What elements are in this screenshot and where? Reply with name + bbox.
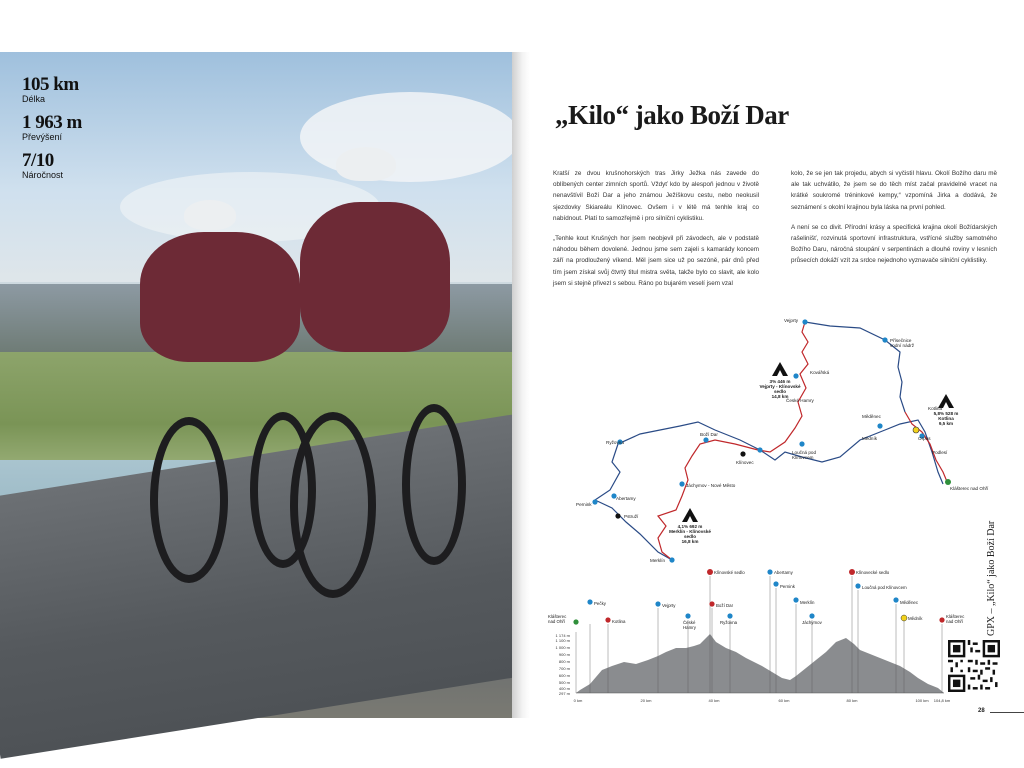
profile-place: nad Ohří xyxy=(548,619,566,624)
y-tick: 900 m xyxy=(558,652,570,657)
place-dot xyxy=(877,423,882,428)
profile-place: Boží Dar xyxy=(716,603,734,608)
place-marker xyxy=(727,613,732,618)
article-title: „Kilo“ jako Boží Dar xyxy=(555,100,789,130)
climb-marker xyxy=(709,601,714,606)
place-label: Klínovec xyxy=(736,460,754,465)
place-label: Merklín xyxy=(650,558,666,563)
climb-label: sedlo xyxy=(774,389,786,394)
climb-label: Kotlina xyxy=(938,416,954,421)
climb-label: 3% 446 m xyxy=(769,379,791,384)
place-label: Loučná pod xyxy=(792,450,817,455)
profile-place: Merklín xyxy=(800,600,815,605)
place-label: Pernink xyxy=(576,502,592,507)
route-map xyxy=(540,312,989,574)
place-label: Mědník xyxy=(862,436,878,441)
place-label: vodní nádrž xyxy=(890,343,915,348)
profile-place: Pečky xyxy=(594,601,606,606)
cloud xyxy=(300,92,520,182)
place-label: Měděnec xyxy=(862,414,881,419)
stat-difficulty: 7/10 Náročnost xyxy=(22,150,64,180)
place-label: Vejprty xyxy=(784,318,799,323)
place-label: Podlesí xyxy=(932,450,948,455)
place-marker xyxy=(587,599,592,604)
profile-place: Klínovecké sedlo xyxy=(856,570,890,575)
place-marker xyxy=(655,601,660,606)
x-tick: 100 km xyxy=(915,698,929,703)
place-marker xyxy=(893,597,898,602)
place-label: Klášterec nad Ohří xyxy=(950,486,989,491)
profile-place: Ryžovna xyxy=(720,620,738,625)
viewpoint-dot xyxy=(913,427,919,433)
place-marker xyxy=(855,583,860,588)
profile-place: Klínovské sedlo xyxy=(714,570,745,575)
x-tick: 104,8 km xyxy=(933,698,951,703)
bike-wheel xyxy=(402,404,466,565)
climb-label: Merklín - Klínovské xyxy=(669,529,711,534)
place-dot xyxy=(882,337,887,342)
article-column-1 xyxy=(553,168,759,298)
place-marker xyxy=(767,569,772,574)
profile-place: Loučná pod Klínovcem xyxy=(862,585,907,590)
place-label: Ryžovna xyxy=(606,440,624,445)
bike-wheel xyxy=(150,417,228,583)
paragraph: A není se co divit. Přírodní krásy a specifická krajina okolí Božídarských rašelinišť, rozvinutá sportovní infrastruktura, vstřícné služby samotného Božího Daru, náročná stoupání v serpentinách a dlouhé roviny v lesních průsecích dokáží vzít za srdce nejednoho vyznavače silniční cyklistiky. xyxy=(791,223,997,265)
cyclist-man xyxy=(300,202,450,352)
climb-label: sedlo xyxy=(684,534,696,539)
y-tick: 1 174 m xyxy=(555,633,570,638)
profile-place: Klášterec xyxy=(548,614,567,619)
x-tick: 80 km xyxy=(846,698,858,703)
profile-place: Jáchymov xyxy=(802,620,822,625)
profile-place: Vejprty xyxy=(662,603,676,608)
profile-place: Abertamy xyxy=(774,570,793,575)
route-line-blue xyxy=(805,322,905,412)
place-label: České Hamry xyxy=(786,398,814,403)
climb-label: 14,8 km xyxy=(771,394,789,399)
y-tick: 500 m xyxy=(558,680,570,685)
x-tick: 0 km xyxy=(573,698,583,703)
page-number: 28 xyxy=(978,708,985,714)
stat-distance: 105 km Délka xyxy=(22,74,79,104)
article-column-2 xyxy=(791,168,997,276)
profile-place: nad Ohří xyxy=(946,619,964,624)
place-marker xyxy=(793,597,798,602)
elevation-profile xyxy=(540,562,980,712)
place-label: Boží Dar xyxy=(700,432,718,437)
place-dot xyxy=(799,441,804,446)
climb-marker xyxy=(849,569,855,575)
profile-place: Klášterec xyxy=(946,614,965,619)
place-marker xyxy=(773,581,778,586)
place-dot xyxy=(592,499,597,504)
climb-label: 9,5 km xyxy=(938,421,954,426)
x-tick: 40 km xyxy=(708,698,720,703)
town-dot xyxy=(740,451,745,456)
qr-code[interactable] xyxy=(948,640,1000,692)
gpx-caption: GPX – „Kilo“ jako Boží Dar xyxy=(986,520,997,636)
place-label: Přísečnice xyxy=(890,338,912,343)
helmet xyxy=(336,147,396,181)
y-tick: 700 m xyxy=(558,666,570,671)
town-dot xyxy=(615,513,620,518)
y-tick: 400 m xyxy=(558,686,570,691)
place-dot xyxy=(757,447,762,452)
profile-markers xyxy=(573,569,944,625)
place-label: Abertamy xyxy=(616,496,636,501)
elevation-area xyxy=(576,634,944,693)
place-label: Kotlina xyxy=(928,406,943,411)
profile-place: České xyxy=(683,620,696,625)
finish-marker xyxy=(939,617,944,622)
profile-place: Pernink xyxy=(780,584,795,589)
x-tick: 60 km xyxy=(778,698,790,703)
profile-place: Měděnec xyxy=(900,600,919,605)
place-label: Pstruží xyxy=(624,514,639,519)
climb-label: Vejprty - Klínovské xyxy=(759,384,801,389)
start-marker xyxy=(573,619,578,624)
place-marker xyxy=(685,613,690,618)
route-line-blue xyxy=(595,500,672,560)
climb-label: 16,8 km xyxy=(681,539,699,544)
place-label: Kovářská xyxy=(810,370,830,375)
x-tick: 20 km xyxy=(640,698,652,703)
place-dot xyxy=(802,319,807,324)
y-tick: 600 m xyxy=(558,673,570,678)
place-label: Jáchymov - Nové Město xyxy=(686,483,736,488)
climb-label: 5,8% 528 m xyxy=(933,411,959,416)
profile-place: Kotlina xyxy=(612,619,626,624)
page-gutter xyxy=(512,52,530,718)
bike-wheel xyxy=(290,412,376,598)
place-label: Klínovcem xyxy=(792,455,814,460)
route-line-blue xyxy=(595,420,943,500)
page-number-rule xyxy=(990,712,1024,713)
profile-place: Hamry xyxy=(683,625,696,630)
place-dot xyxy=(703,437,708,442)
place-dot xyxy=(793,373,798,378)
profile-place: Mědník xyxy=(908,616,923,621)
climb-marker xyxy=(605,617,610,622)
climb-marker xyxy=(707,569,713,575)
y-tick: 297 m xyxy=(558,691,570,696)
route-stats xyxy=(22,76,82,190)
cyclists-photo xyxy=(0,52,512,718)
place-marker xyxy=(809,613,814,618)
climb-label: 4,1% 692 m xyxy=(677,524,703,529)
paragraph: Kratší ze dvou krušnohorských tras Jirky Ježka nás zavede do oblíbených center zimních sportů. Vždyť kdo by alespoň jednou v životě nenavštívil Boží Dar a jeho známou Ježíškovu cestu, nebo neokusil sjezdovky Skiareálu Klínovec. Ovšem i v létě má tenhle kraj co nabídnout. Platí to samozřejmě i pro silniční cyklistiku. xyxy=(553,170,759,222)
cyclist-woman xyxy=(140,232,300,362)
start-finish-dot xyxy=(945,479,951,485)
y-tick: 1 100 m xyxy=(555,638,570,643)
route-line-red xyxy=(658,440,758,560)
paragraph: „Tenhle kout Krušných hor jsem neobjevil při závodech, ale v podstatě náhodou během dovolené. Jednou jsme sem zajeli s kamarády koncem září na prodloužený víkend. Měl jsem sice už po sezóně, pár dnů před tím jsem získal svůj čtvrtý titul mistra světa, takže bylo co slavit, ale kolo jsem si stejně přivezl s sebou. Ráno po bujarém veselí jsem vzal xyxy=(553,235,759,287)
y-tick: 1 000 m xyxy=(555,645,570,650)
paragraph: kolo, že se jen tak projedu, abych si vyčistil hlavu. Okolí Božího daru mě ale tak uchvátilo, že jsem se do těch míst začal pravidelně vracet na krátké soukromé tréninkové kempy,“ vzpomíná Jirka a dodává, že seznámení s okolní krajinou byla láska na první pohled. xyxy=(791,170,997,211)
y-tick: 800 m xyxy=(558,659,570,664)
viewpoint-marker xyxy=(901,615,907,621)
place-label: Orpus xyxy=(918,436,931,441)
map-places xyxy=(592,319,924,562)
place-dot xyxy=(679,481,684,486)
stat-elevation: 1 963 m Převýšení xyxy=(22,112,82,142)
helmet xyxy=(184,200,236,230)
